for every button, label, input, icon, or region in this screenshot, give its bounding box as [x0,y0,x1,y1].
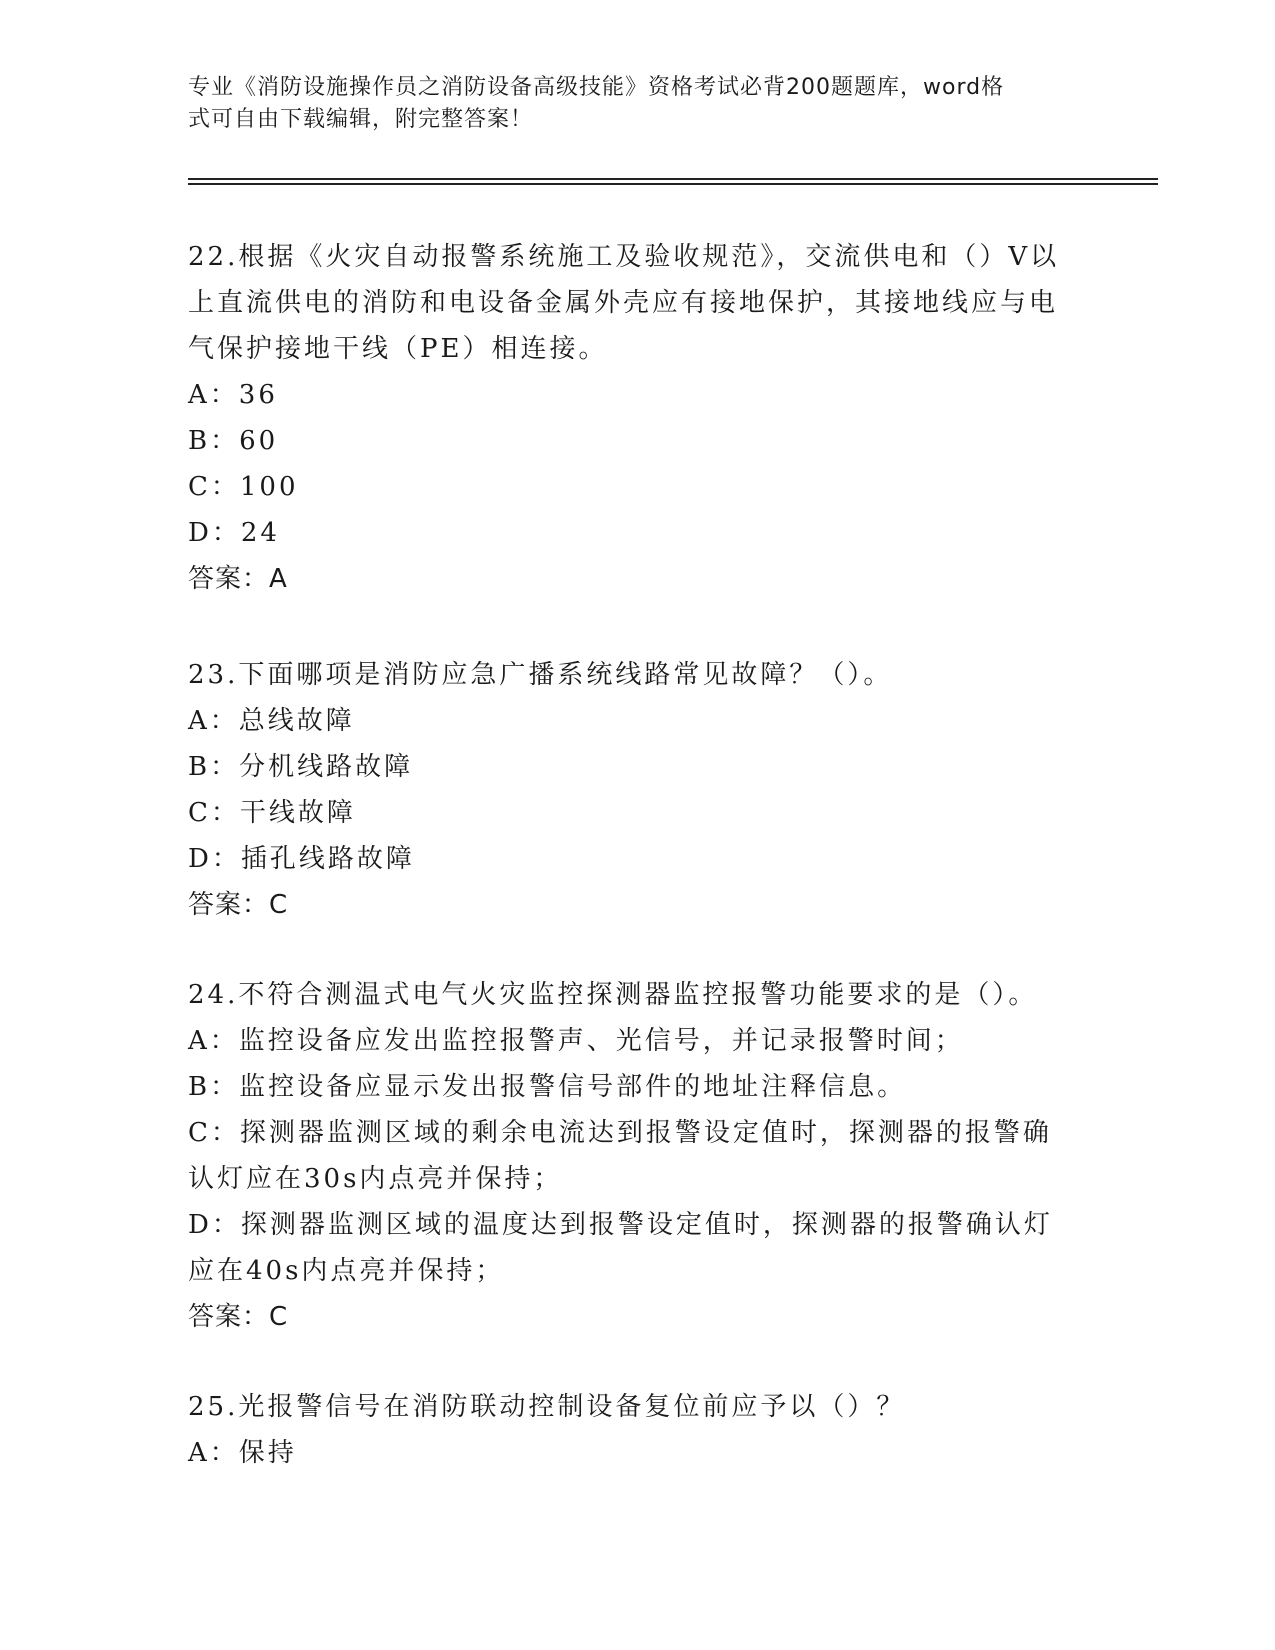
option-a: A：36 [188,380,278,410]
option-c: C：100 [188,472,299,502]
document-header [188,72,1068,136]
option-a: A：保持 [188,1438,297,1468]
option-d: D：24 [188,518,280,548]
question-25 [188,1384,1073,1476]
option-c: C：探测器监测区域的剩余电流达到报警设定值时，探测器的报警确认灯应在30s内点亮并保持； [188,1118,1052,1194]
option-c: C：干线故障 [188,798,356,828]
question-stem: 22.根据《火灾自动报警系统施工及验收规范》，交流供电和（）V以上直流供电的消防和电设备金属外壳应有接地保护，其接地线应与电气保护接地干线（PE）相连接。 [188,242,1060,364]
option-b: B：60 [188,426,279,456]
header-line-1: 专业《消防设施操作员之消防设备高级技能》资格考试必背200题题库，word格 [188,75,1005,100]
question-stem: 23.下面哪项是消防应急广播系统线路常见故障？（）。 [188,660,893,690]
answer: 答案：A [188,564,288,594]
option-b: B：分机线路故障 [188,752,414,782]
option-d: D：探测器监测区域的温度达到报警设定值时，探测器的报警确认灯应在40s内点亮并保持； [188,1210,1053,1286]
answer: 答案：C [188,890,289,920]
question-stem: 24.不符合测温式电气火灾监控探测器监控报警功能要求的是（）。 [188,980,1038,1010]
option-d: D：插孔线路故障 [188,844,415,874]
header-line-2: 式可自由下载编辑，附完整答案！ [188,107,534,132]
question-stem: 25.光报警信号在消防联动控制设备复位前应予以（）？ [188,1392,906,1422]
option-a: A：监控设备应发出监控报警声、光信号，并记录报警时间； [188,1026,964,1056]
question-24 [188,972,1073,1340]
header-divider-bottom [188,183,1158,185]
option-b: B：监控设备应显示发出报警信号部件的地址注释信息。 [188,1072,907,1102]
question-22 [188,234,1073,602]
header-divider-top [188,178,1158,180]
question-23 [188,652,1073,928]
option-a: A：总线故障 [188,706,355,736]
answer: 答案：C [188,1302,289,1332]
